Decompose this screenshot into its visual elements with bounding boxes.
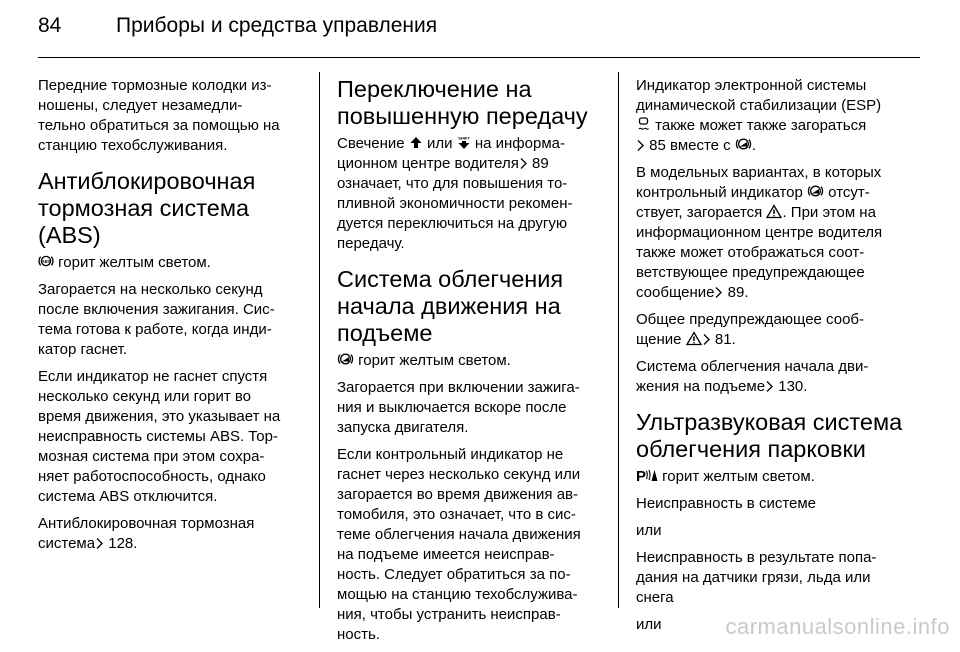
abs-paragraph-3: Если индикатор не гаснет спустя несколько секунд или горит во время движения, это указывает на неисправность системы ABS. Тор- мозная система при этом сохра- няет работоспособность, однако система ABS отключится. [38,368,281,505]
hill-start-assist-icon [735,136,752,152]
parking-or-2: или [636,616,662,633]
upshift-text-a: Свечение [337,135,409,152]
column-divider [618,72,619,608]
hill-start-assist-icon [337,351,354,367]
warning-triangle-icon [766,204,782,219]
parking-sensor-icon [636,467,658,483]
hill-paragraph-3: Если контрольный индикатор не гаснет через несколько секунд или загорается во время движения ав- томобиля, это означает, что в сис- теме облегчения начала движения на подъеме имеется неисправ- ность. Следует обратиться за по- мощью на станцию техобслужива- ния, чтобы устранить неисправ- ность. [337,446,581,643]
parking-p1-text: горит желтым светом. [658,468,815,485]
page-ref-arrow-icon [95,537,104,550]
abs-warning-icon [38,253,54,269]
upshift-paragraph [337,134,605,254]
esp-ref[interactable]: 85 вместе с [645,137,735,154]
esp-text-a: Индикатор электронной системы динамической стабилизации (ESP) [636,77,882,114]
hill-paragraph-2: Загорается при включении зажига- ния и выключается вскоре после запуска двигателя. [337,379,580,436]
upshift-ref[interactable]: 89 [527,155,549,172]
hill-start-ref-text: Система облегчения начала дви- жения на подъеме [636,358,869,395]
parking-paragraph-2: Неисправность в системе [636,495,817,512]
svg-text:P: P [636,468,647,483]
column-divider [319,72,320,608]
hill-p1-text: горит желтым светом. [354,352,511,369]
upshift-heading: Переключение на повышенную передачу [337,76,588,129]
header-rule [38,57,920,58]
shift-down-icon [457,135,471,150]
variant-text-a: В модельных вариантах, в которых контрольный индикатор [636,164,882,201]
upshift-arrow-icon [409,135,423,150]
svg-text:SHIFT: SHIFT [457,135,470,141]
brake-pads-text: Передние тормозные колодки из- ношены, следует незамедли- тельно обратиться за помощью на станцию техобслуживания. [38,77,280,154]
variant-text-b: отсут- ствует, загорается [636,184,870,221]
chapter-title: Приборы и средства управления [116,14,438,37]
parking-or-1: или [636,522,662,539]
watermark: carmanualsonline.info [725,614,950,639]
esp-text-b: также может также загораться [655,117,867,134]
esp-text-c: . [751,137,757,154]
hill-start-assist-icon [807,183,824,199]
page-header [38,14,918,54]
esp-skid-car-icon [636,116,651,132]
general-warning-text: Общее предупреждающее сооб- щение [636,311,864,348]
abs-p4-ref[interactable]: 128. [104,535,138,552]
upshift-text-d: означает, что для повышения то- пливной экономичности рекомен- дуется переключиться на другую передачу. [337,175,573,252]
general-warning-paragraph [636,310,910,350]
abs-paragraph-1 [38,253,306,273]
hill-start-heading: Система облегчения начала движения на подъеме [337,266,564,346]
column-2 [337,76,605,652]
variant-ref[interactable]: 89. [723,284,749,301]
variant-paragraph [636,163,910,303]
column-3 [636,76,910,642]
column-1 [38,76,306,561]
svg-text:ABS: ABS [41,258,51,264]
warning-triangle-icon [686,331,702,346]
page-ref-arrow-icon [519,157,528,170]
page-ref-arrow-icon [702,333,711,346]
upshift-text-b: или [422,135,457,152]
hill-start-ref[interactable]: 130. [774,378,808,395]
page-ref-arrow-icon [636,139,645,152]
hill-paragraph-1 [337,351,605,371]
variant-text-c: . При этом на информационном центре водителя также может отображаться соот- ветствующее предупреждающее сообщение [636,204,883,301]
upshift-text-c: на информа- ционном центре водителя [337,135,565,172]
abs-p4-text: Антиблокировочная тормозная система [38,515,255,552]
parking-paragraph-1 [636,467,910,487]
abs-heading: Антиблокировочная тормозная система (ABS) [38,168,256,248]
esp-paragraph [636,76,910,156]
page-number: 84 [38,14,62,37]
general-warning-ref[interactable]: 81. [710,331,736,348]
parking-heading: Ультразвуковая система облегчения парковки [636,409,903,462]
page-ref-arrow-icon [765,380,774,393]
parking-paragraph-3: Неисправность в результате попа- дания на датчики грязи, льда или снега [636,549,877,606]
hill-start-ref-paragraph [636,357,910,397]
abs-paragraph-4 [38,514,306,554]
abs-p1-text: горит желтым светом. [54,254,211,271]
abs-paragraph-2: Загорается на несколько секунд после включения зажигания. Сис- тема готова к работе, когда инди- катор гаснет. [38,281,275,358]
